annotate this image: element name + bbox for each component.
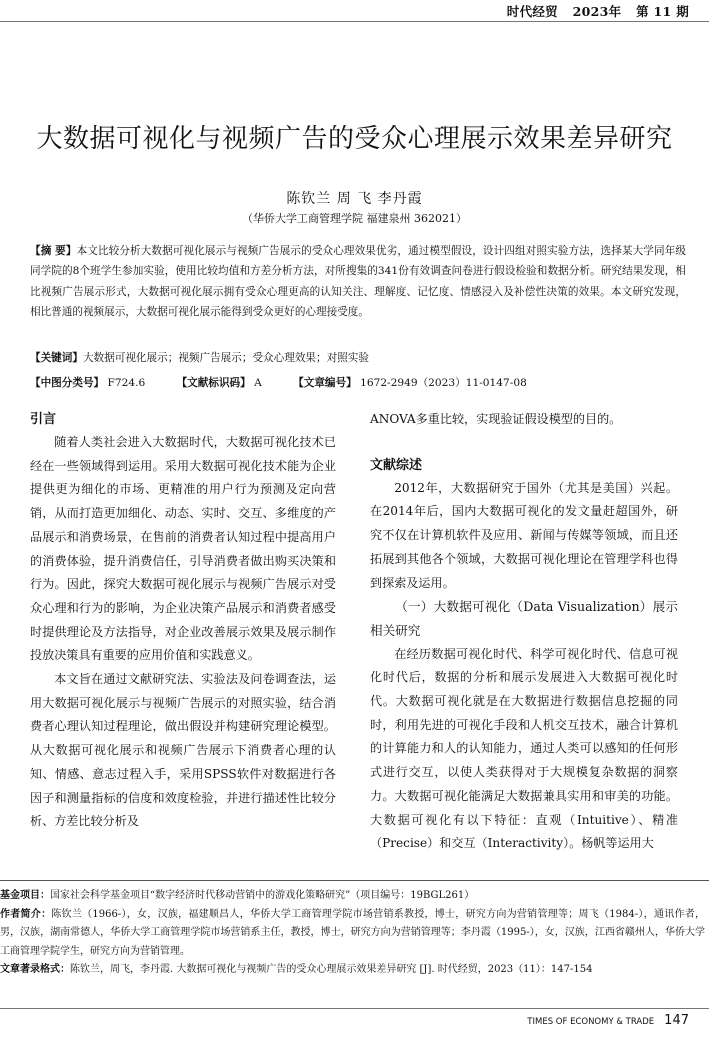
running-header <box>497 2 689 20</box>
fund-label: 基金项目： <box>0 890 50 901</box>
journal-year: 2023年 <box>572 4 622 19</box>
page-footer <box>527 1013 689 1028</box>
subsection-heading: （一）大数据可视化（Data Visualization）展示相关研究 <box>370 599 678 638</box>
footnotes <box>0 887 705 980</box>
literature-paragraph-2: 在经历数据可视化时代、科学可视化时代、信息可视化时代后，数据的分析和展示发展进入大数据可视化时代。大数据可视化就是在大数据进行数据信息挖掘的同时，利用先进的可视化手段和人机交互技术，融合计算机的计算能力和人的认知能力，通过人类可以感知的任何形式进行交互，以使人类获得对于大规模复杂数据的洞察力。大数据可视化能满足大数据兼具实用和审美的功能。大数据可视化有以下特征：直观（Intuitive）、精准（Precise）和交互（Interactivity）。杨帆等运用大 <box>370 646 678 851</box>
intro-paragraph-continued: ANOVA多重比较，实现验证假设模型的目的。 <box>370 412 622 426</box>
abstract-label: 【摘 要】 <box>30 245 77 257</box>
right-column <box>370 408 678 856</box>
article-number-value: 1672-2949（2023）11-0147-08 <box>360 377 527 389</box>
left-column <box>30 408 336 834</box>
footnote-rule <box>0 880 709 881</box>
journal-name: 时代经贸 <box>506 4 558 19</box>
classification-line <box>30 375 686 390</box>
journal-issue: 第 11 期 <box>636 4 689 19</box>
section-heading-literature: 文献综述 <box>370 457 423 473</box>
keywords <box>30 350 686 365</box>
abstract <box>30 241 686 322</box>
clc-value: F724.6 <box>107 377 146 389</box>
journal-english-name: TIMES OF ECONOMY & TRADE <box>527 1017 655 1027</box>
keywords-label: 【关键词】 <box>30 352 83 364</box>
fund-note <box>0 887 705 906</box>
footer-rule <box>0 1008 709 1009</box>
doc-code-label: 【文献标识码】 <box>176 377 251 389</box>
citation-note <box>0 961 705 980</box>
page-number: 147 <box>664 1013 689 1028</box>
article-number-label: 【文章编号】 <box>293 377 357 389</box>
affiliation: （华侨大学工商管理学院 福建泉州 362021） <box>242 212 467 225</box>
author-bio-label: 作者简介： <box>0 908 52 920</box>
literature-paragraph-1: 2012年，大数据研究于国外（尤其是美国）兴起。在2014年后，国内大数据可视化的发文量赶超国外，研究不仅在计算机软件及应用、新闻与传媒等领域，而且还拓展到其他各个领域，大数据可视化理论在管理学科也得到探索及运用。 <box>370 480 678 590</box>
header-rule <box>0 21 709 22</box>
section-heading-intro: 引言 <box>30 412 57 427</box>
keywords-text: 大数据可视化展示；视频广告展示；受众心理效果；对照实验 <box>82 352 369 364</box>
intro-paragraph-1: 随着人类社会进入大数据时代，大数据可视化技术已经在一些领域得到运用。采用大数据可视化技术能为企业提供更为细化的市场、更精准的用户行为预测及定向营销，从而打造更加细化、动态、实时、交互、多维度的产品展示和消费场景，在售前的消费者认知过程中提高用户的消费体验，提升消费信任，引导消费者做出购买决策和行为。因此，探究大数据可视化展示与视频广告展示对受众心理和行为的影响，为企业决策产品展示和消费者感受时提供理论及方法指导，对企业改善展示效果及展示制作投放决策具有重要的应用价值和实践意义。 <box>30 435 336 663</box>
fund-text: 国家社会科学基金项目“数字经济时代移动营销中的游戏化策略研究”（项目编号：19BGL261） <box>50 890 475 901</box>
citation-label: 文章著录格式： <box>0 964 70 976</box>
paper-title: 大数据可视化与视频广告的受众心理展示效果差异研究 <box>36 124 673 154</box>
clc-label: 【中图分类号】 <box>30 377 105 389</box>
citation-text: 陈钦兰，周飞，李丹霞. 大数据可视化与视频广告的受众心理展示效果差异研究 [J]. 时代经贸，2023（11）：147-154 <box>70 964 593 976</box>
abstract-text: 本文比较分析大数据可视化展示与视频广告展示的受众心理效果优劣，通过模型假设，设计四组对照实验方法，选择某大学同年级同学院的8个班学生参加实验，使用比较均值和方差分析方法，对所搜集的341份有效调查问卷进行假设检验和数据分析。研究结果发现，相比视频广告展示形式，大数据可视化展示拥有受众心理更高的认知关注、理解度、记忆度、情感浸入及补偿性决策的效果。本文研究发现，相比普通的视频展示，大数据可视化展示能得到受众更好的心理接受度。 <box>30 245 686 318</box>
intro-paragraph-2: 本文旨在通过文献研究法、实验法及问卷调查法，运用大数据可视化展示与视频广告展示的对照实验，结合消费者心理认知过程理论，做出假设并构建研究理论模型。从大数据可视化展示和视频广告展示下消费者心理的认知、情感、意志过程入手，采用SPSS软件对数据进行各因子和测量指标的信度和效度检验，并进行描述性比较分析、方差比较分析及 <box>30 672 336 829</box>
author-bio-text: 陈钦兰（1966-），女，汉族，福建顺昌人，华侨大学工商管理学院市场营销系教授，博士，研究方向为营销管理等；周飞（1984-），通讯作者，男，汉族，湖南常德人，华侨大学工商管理学院市场营销系主任，教授，博士，研究方向为营销管理等；李丹霞（1995-），女，汉族，江西省赣州人，华侨大学工商管理学院学生，研究方向为营销管理。 <box>0 908 706 957</box>
author-list: 陈钦兰 周 飞 李丹霞 <box>286 191 423 207</box>
doc-code-value: A <box>254 377 262 389</box>
author-note <box>0 906 705 962</box>
